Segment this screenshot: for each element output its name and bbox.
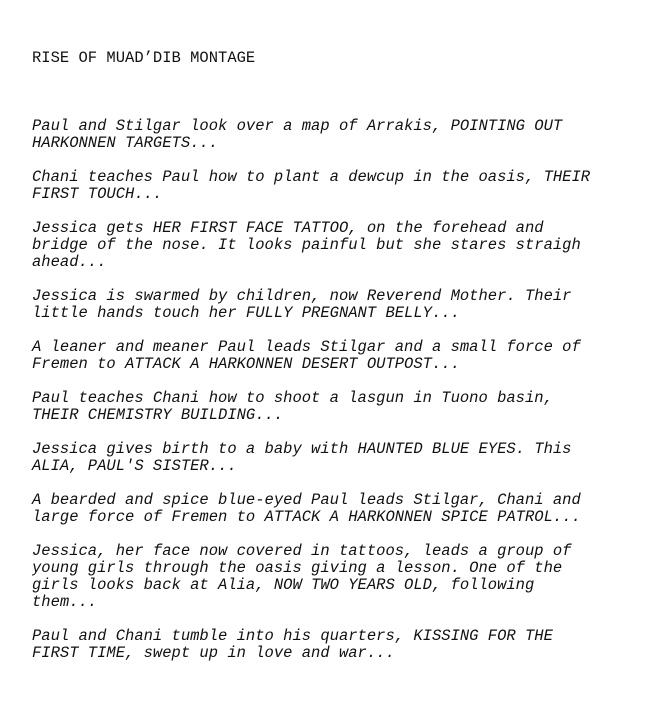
action-line: HARKONNEN TARGETS...: [32, 134, 219, 152]
action-line: Jessica gets HER FIRST FACE TATTOO, on the forehead and: [32, 219, 544, 237]
action-line: FIRST TOUCH...: [32, 185, 163, 203]
action-line: ahead...: [32, 253, 107, 271]
action-line: Fremen to ATTACK A HARKONNEN DESERT OUTPOST...: [32, 355, 460, 373]
action-paragraph: [32, 220, 672, 271]
action-paragraph: [32, 628, 672, 662]
action-paragraph: [32, 339, 672, 373]
action-paragraph: [32, 543, 672, 611]
action-line: little hands touch her FULLY PREGNANT BELLY...: [32, 304, 460, 322]
action-line: young girls through the oasis giving a lesson. One of the: [32, 559, 563, 577]
action-line: Jessica is swarmed by children, now Reverend Mother. Their: [32, 287, 572, 305]
action-line: THEIR CHEMISTRY BUILDING...: [32, 406, 284, 424]
action-paragraph: [32, 441, 672, 475]
action-paragraph: [32, 288, 672, 322]
action-line: girls looks back at Alia, NOW TWO YEARS OLD, following: [32, 576, 535, 594]
scene-heading: RISE OF MUAD’DIB MONTAGE: [32, 49, 256, 67]
action-paragraph: [32, 169, 672, 203]
action-line: large force of Fremen to ATTACK A HARKONNEN SPICE PATROL...: [32, 508, 581, 526]
action-line: FIRST TIME, swept up in love and war...: [32, 644, 395, 662]
action-line: them...: [32, 593, 98, 611]
action-paragraph: [32, 390, 672, 424]
action-line: Paul and Chani tumble into his quarters, KISSING FOR THE: [32, 627, 553, 645]
action-line: Jessica gives birth to a baby with HAUNTED BLUE EYES. This: [32, 440, 572, 458]
action-line: A bearded and spice blue-eyed Paul leads Stilgar, Chani and: [32, 491, 581, 509]
screenplay-text: [32, 16, 672, 713]
action-paragraph: [32, 118, 672, 152]
action-line: Paul and Stilgar look over a map of Arrakis, POINTING OUT: [32, 117, 563, 135]
action-paragraph: [32, 492, 672, 526]
action-line: Paul teaches Chani how to shoot a lasgun in Tuono basin,: [32, 389, 553, 407]
action-line: Jessica, her face now covered in tattoos, leads a group of: [32, 542, 572, 560]
action-line: ALIA, PAUL'S SISTER...: [32, 457, 237, 475]
action-paragraphs: [32, 118, 672, 662]
action-line: bridge of the nose. It looks painful but she stares straigh: [32, 236, 581, 254]
action-line: A leaner and meaner Paul leads Stilgar and a small force of: [32, 338, 581, 356]
action-line: Chani teaches Paul how to plant a dewcup in the oasis, THEIR: [32, 168, 591, 186]
